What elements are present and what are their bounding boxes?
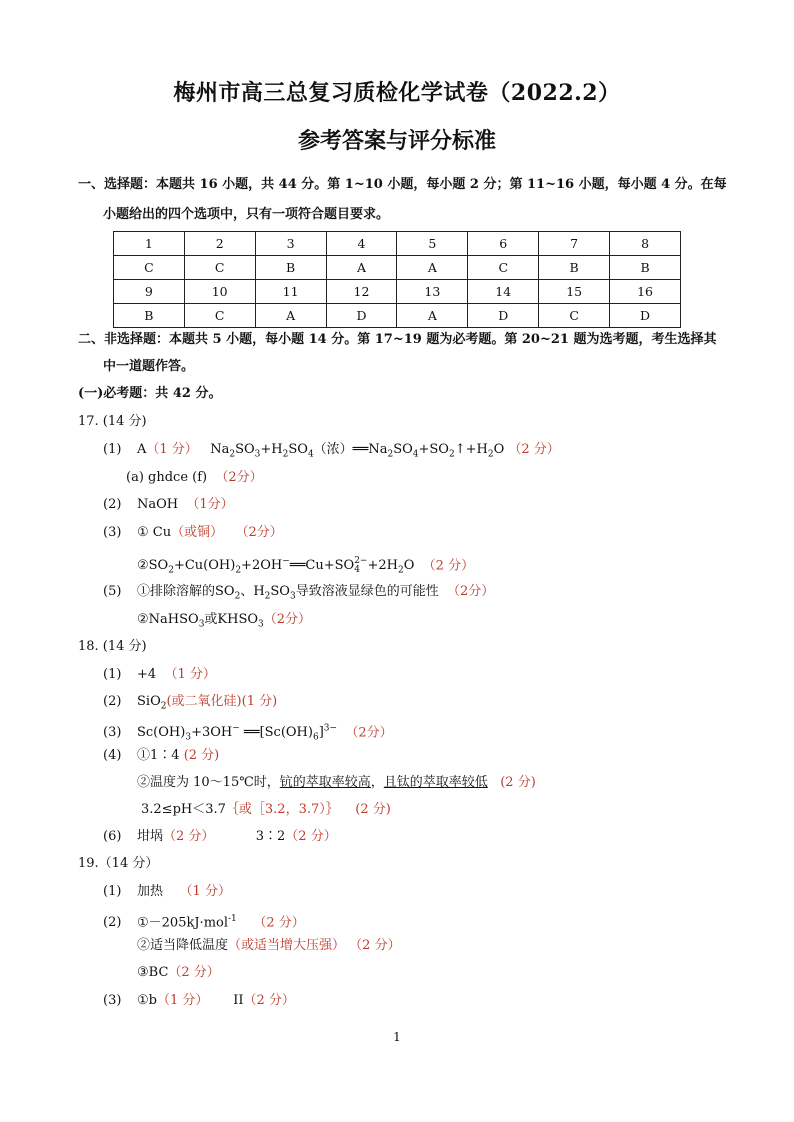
score: （2分） [235,525,283,540]
score: （2 分） [243,993,295,1008]
q17-part5-b [137,611,311,634]
q18-header: 18. (14 分) [78,639,147,654]
table-cell: C [184,256,255,280]
underlined-text: 钪的萃取率较高 [279,775,371,790]
underlined-text: 且钛的萃取率较低 [383,775,488,790]
table-cell: 15 [539,280,610,304]
part-number: (1) [103,442,122,457]
table-cell: B [255,256,326,280]
part-number: (3) [103,525,122,540]
part-number: (5) [103,584,122,599]
q19-part3 [103,992,295,1010]
score: （2分） [215,470,263,485]
alt-answer: （或适当增大压强） [228,938,346,953]
answer-text: 加热 [137,884,164,899]
table-cell: 5 [397,232,468,256]
score: （1分） [186,497,234,512]
part-number: (2) [103,497,122,512]
part-number: (2) [103,915,122,931]
table-cell: 16 [610,280,681,304]
score: （1 分） [156,993,209,1008]
part-number: (3) [103,993,122,1008]
q18-part2 [103,693,277,716]
table-cell: 11 [255,280,326,304]
table-cell: 13 [397,280,468,304]
answer-text: NaOH [137,497,179,512]
table-row [114,232,681,256]
section2-intro-line1: 二、非选择题：本题共 5 小题，每小题 14 分。第 17~19 题为必考题。第 20~21 题为选考题，考生选择其 [78,332,717,347]
score: （2 分） [422,558,475,574]
part-number: (6) [103,829,122,844]
q19-part2-c [137,964,220,982]
table-cell: B [539,256,610,280]
q17-part2 [103,496,234,514]
score: （2分） [263,612,312,627]
table-cell: 7 [539,232,610,256]
score: （1 分） [146,442,198,457]
score: （2 分） [349,938,401,953]
table-cell: A [397,256,468,280]
part-number: (1) [103,884,122,899]
chemical-equation: $Na_2SO_3+H_2SO_4$（浓）$══Na_2SO_4+SO_2↑+H_2O$ [210,442,505,460]
table-cell: 6 [468,232,539,256]
table-cell: 3 [255,232,326,256]
table-cell: 9 [114,280,185,304]
section1-intro-line2: 小题给出的四个选项中，只有一项符合题目要求。 [103,207,390,222]
answer-text: II [233,993,244,1008]
table-cell: A [255,304,326,328]
answer-text: 坩埚 [137,829,164,844]
table-row [114,280,681,304]
alt-answer: (或二氧化硅) [166,694,242,709]
answer-text: ①1∶4 [137,748,180,763]
q17-part3-b [137,553,474,580]
table-cell: 8 [610,232,681,256]
q19-part2: (2) ①－205kJ·mol$^{-1}$ （2 分） [103,914,305,931]
answer-text: ①排除溶解的$SO_2$、$H_2SO_3$导致溶液显绿色的可能性 [137,584,439,602]
table-cell: 10 [184,280,255,304]
q18-part4 [103,747,219,765]
table-row [114,256,681,280]
chemical-equation: $Sc(OH)_3+3OH^-$ $══[Sc(OH)_6]^{3-}$ [137,724,338,743]
score: （2分） [446,584,495,599]
score: （2 分） [253,915,305,931]
answer-text: ②NaHSO$_3$或$KHSO_3$ [137,612,264,630]
table-cell: D [326,304,397,328]
q17-part3 [103,524,283,542]
score: （1 分） [179,884,231,899]
part-number: (3) [103,725,122,741]
section1-intro-line1: 一、选择题：本题共 16 小题，共 44 分。第 1~10 小题，每小题 2 分；第 11~16 小题，每小题 4 分。在每 [78,177,727,192]
page-title: 梅州市高三总复习质检化学试卷（2022.2） [173,80,621,106]
q17-part5 [103,583,494,606]
table-cell: 14 [468,280,539,304]
q18-part1 [103,666,216,684]
answer-text: +4 [137,667,157,682]
answer-text: A [137,442,147,457]
score: （2 分） [508,442,560,457]
table-cell: D [468,304,539,328]
score: (1 分) [241,694,278,709]
table-cell: B [610,256,681,280]
part-number: (2) [103,694,122,709]
answer-text: ①－205kJ·mol [137,915,229,931]
answer-text: 3∶2 [255,829,286,844]
answer-text: (a) ghdce (f) [126,470,208,485]
score: (2 分) [183,748,220,763]
table-cell: 1 [114,232,185,256]
table-cell: C [184,304,255,328]
page-number: 1 [393,1030,401,1044]
table-cell: 2 [184,232,255,256]
answer-text: 3.2≤pH＜3.7 [141,802,226,817]
table-cell: D [610,304,681,328]
score: （1 分） [164,667,216,682]
q17-header: 17. (14 分) [78,414,147,429]
table-cell: C [468,256,539,280]
alt-answer: （或铜） [171,525,224,540]
q18-part4-b: ②温度为 10～15℃时，钪的萃取率较高，且钛的萃取率较低 (2 分) [137,775,536,790]
q19-part1 [103,883,231,901]
table-row [114,304,681,328]
table-cell: 4 [326,232,397,256]
table-cell: C [539,304,610,328]
table-cell: A [397,304,468,328]
alt-answer: ｛或［3.2，3.7）｝ [225,802,339,817]
score: （2 分） [168,965,220,980]
score: （2分） [345,725,393,741]
table-cell: B [114,304,185,328]
table-cell: A [326,256,397,280]
q19-part2-b [137,937,401,955]
answer-table [113,231,681,328]
section2-intro-line2: 中一道题作答。 [103,359,195,374]
chemical-equation: $②SO_2+Cu(OH)_2+2OH^-══Cu+SO$ 2− 4 $+2H_2O$ [137,555,415,576]
score: （2 分） [163,829,215,844]
answer-text: ②温度为 10～15℃时， [137,775,280,790]
part-number: (1) [103,667,122,682]
table-cell: C [114,256,185,280]
score: (2 分) [355,802,391,817]
table-cell: 12 [326,280,397,304]
answer-text: SiO$_2$ [137,694,167,712]
answer-text: ①b [137,993,157,1008]
q18-part3 [103,720,393,747]
score: （2 分） [285,829,337,844]
q18-part4-c [141,801,391,819]
answer-text: ① Cu [137,525,172,540]
page-subtitle: 参考答案与评分标准 [297,128,496,154]
score: (2 分) [500,775,536,790]
q17-part1-b [126,469,263,487]
answer-text: ②适当降低温度 [137,938,229,953]
required-section-header: (一)必考题：共 42 分。 [78,386,222,401]
answer-text: ③BC [137,965,169,980]
q19-header: 19.（14 分） [78,856,159,871]
q17-part1 [103,441,560,464]
q18-part6 [103,828,337,846]
part-number: (4) [103,748,122,763]
